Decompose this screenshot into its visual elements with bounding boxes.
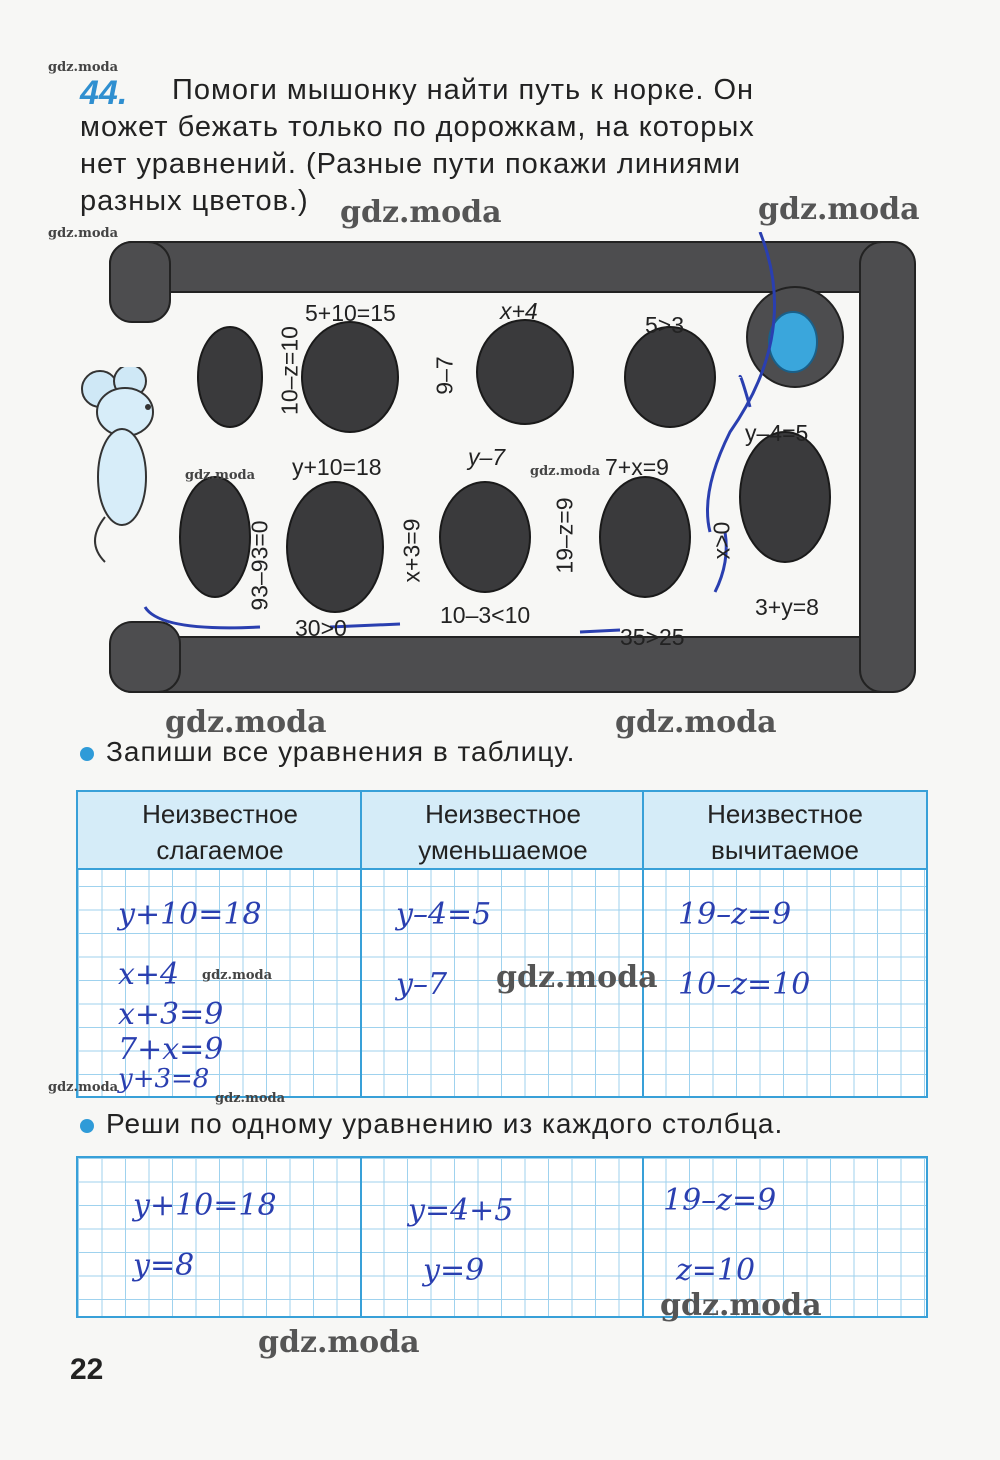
maze-eq: 35>25 bbox=[620, 624, 685, 650]
maze-eq: 5>3 bbox=[645, 312, 685, 338]
maze-eq: x+3=9 bbox=[398, 518, 425, 583]
table-entry: y+10=18 bbox=[118, 897, 262, 932]
maze-eq: 10–z=10 bbox=[276, 326, 303, 415]
watermark: gdz.moda bbox=[48, 1080, 119, 1095]
solution-entry: 19–z=9 bbox=[663, 1183, 777, 1218]
maze-eq: 30>0 bbox=[295, 615, 347, 641]
watermark: gdz.moda bbox=[660, 1288, 822, 1323]
solution-entry: y=8 bbox=[133, 1248, 195, 1283]
watermark: gdz.moda bbox=[215, 1091, 286, 1106]
maze-eq: 10–3<10 bbox=[440, 602, 531, 628]
instruction-text: Запиши все уравнения в таблицу. bbox=[106, 736, 576, 767]
table-entry: y+3=8 bbox=[118, 1064, 210, 1094]
task-line-3: нет уравнений. (Разные пути покажи линиями bbox=[80, 148, 742, 180]
task-line-1: Помоги мышонку найти путь к норке. Он bbox=[172, 74, 755, 106]
table-header bbox=[78, 792, 926, 870]
maze-eq: 93–93=0 bbox=[246, 520, 273, 611]
watermark: gdz.moda bbox=[48, 60, 119, 75]
maze-eq: x>0 bbox=[708, 521, 735, 560]
task-number: 44. bbox=[80, 74, 128, 112]
maze-eq: y–7 bbox=[468, 444, 506, 470]
instruction-write-equations bbox=[80, 736, 575, 768]
maze-eq: 3+y=8 bbox=[755, 594, 819, 620]
maze-eq: 19–z=9 bbox=[551, 497, 578, 574]
table-entry: y–4=5 bbox=[396, 897, 492, 932]
instruction-solve bbox=[80, 1108, 783, 1140]
header-addend: Неизвестное слагаемое bbox=[142, 799, 298, 865]
table-entry: 19–z=9 bbox=[678, 897, 792, 932]
watermark: gdz.moda bbox=[202, 968, 273, 983]
column-divider bbox=[642, 1158, 644, 1316]
table-entry: y–7 bbox=[396, 967, 448, 1002]
maze-eq: 7+x=9 bbox=[605, 454, 669, 480]
watermark: gdz.moda bbox=[758, 192, 920, 227]
table-entry: x+3=9 bbox=[118, 997, 224, 1032]
task-line-2: может бежать только по дорожкам, на которых bbox=[80, 111, 755, 143]
table-entry: 7+x=9 bbox=[118, 1032, 224, 1067]
solution-entry: y=4+5 bbox=[408, 1193, 514, 1228]
watermark: gdz.moda bbox=[48, 226, 119, 241]
watermark: gdz.moda bbox=[258, 1325, 420, 1360]
column-divider bbox=[360, 792, 362, 1096]
solution-entry: y+10=18 bbox=[133, 1188, 277, 1223]
watermark: gdz.moda bbox=[340, 195, 502, 230]
maze-eq: y+10=18 bbox=[292, 454, 382, 480]
watermark: gdz.moda bbox=[496, 960, 658, 995]
maze-eq: y–4=5 bbox=[745, 420, 809, 446]
maze-eq: 9–7 bbox=[431, 356, 458, 395]
maze-eq: x+4 bbox=[500, 298, 538, 324]
header-subtrahend: Неизвестное вычитаемое bbox=[707, 799, 863, 865]
equations-table bbox=[76, 790, 928, 1098]
bullet-icon bbox=[80, 1119, 94, 1133]
bullet-icon bbox=[80, 747, 94, 761]
solution-entry: y=9 bbox=[423, 1253, 485, 1288]
maze-illustration bbox=[100, 232, 920, 702]
column-divider bbox=[360, 1158, 362, 1316]
watermark: gdz.moda bbox=[615, 705, 777, 740]
watermark: gdz.moda bbox=[530, 464, 601, 479]
column-divider bbox=[642, 792, 644, 1096]
page-number: 22 bbox=[70, 1353, 104, 1386]
task-line-4: разных цветов.) bbox=[80, 185, 309, 217]
maze-eq: 5+10=15 bbox=[305, 300, 396, 326]
table-entry: 10–z=10 bbox=[678, 967, 811, 1002]
solution-entry: z=10 bbox=[676, 1253, 756, 1288]
header-minuend: Неизвестное уменьшаемое bbox=[418, 799, 588, 865]
mouse-icon bbox=[80, 367, 170, 567]
table-entry: x+4 bbox=[118, 957, 180, 992]
instruction-text: Реши по одному уравнению из каждого столбца. bbox=[106, 1108, 784, 1139]
watermark: gdz.moda bbox=[185, 468, 256, 483]
watermark: gdz.moda bbox=[165, 705, 327, 740]
